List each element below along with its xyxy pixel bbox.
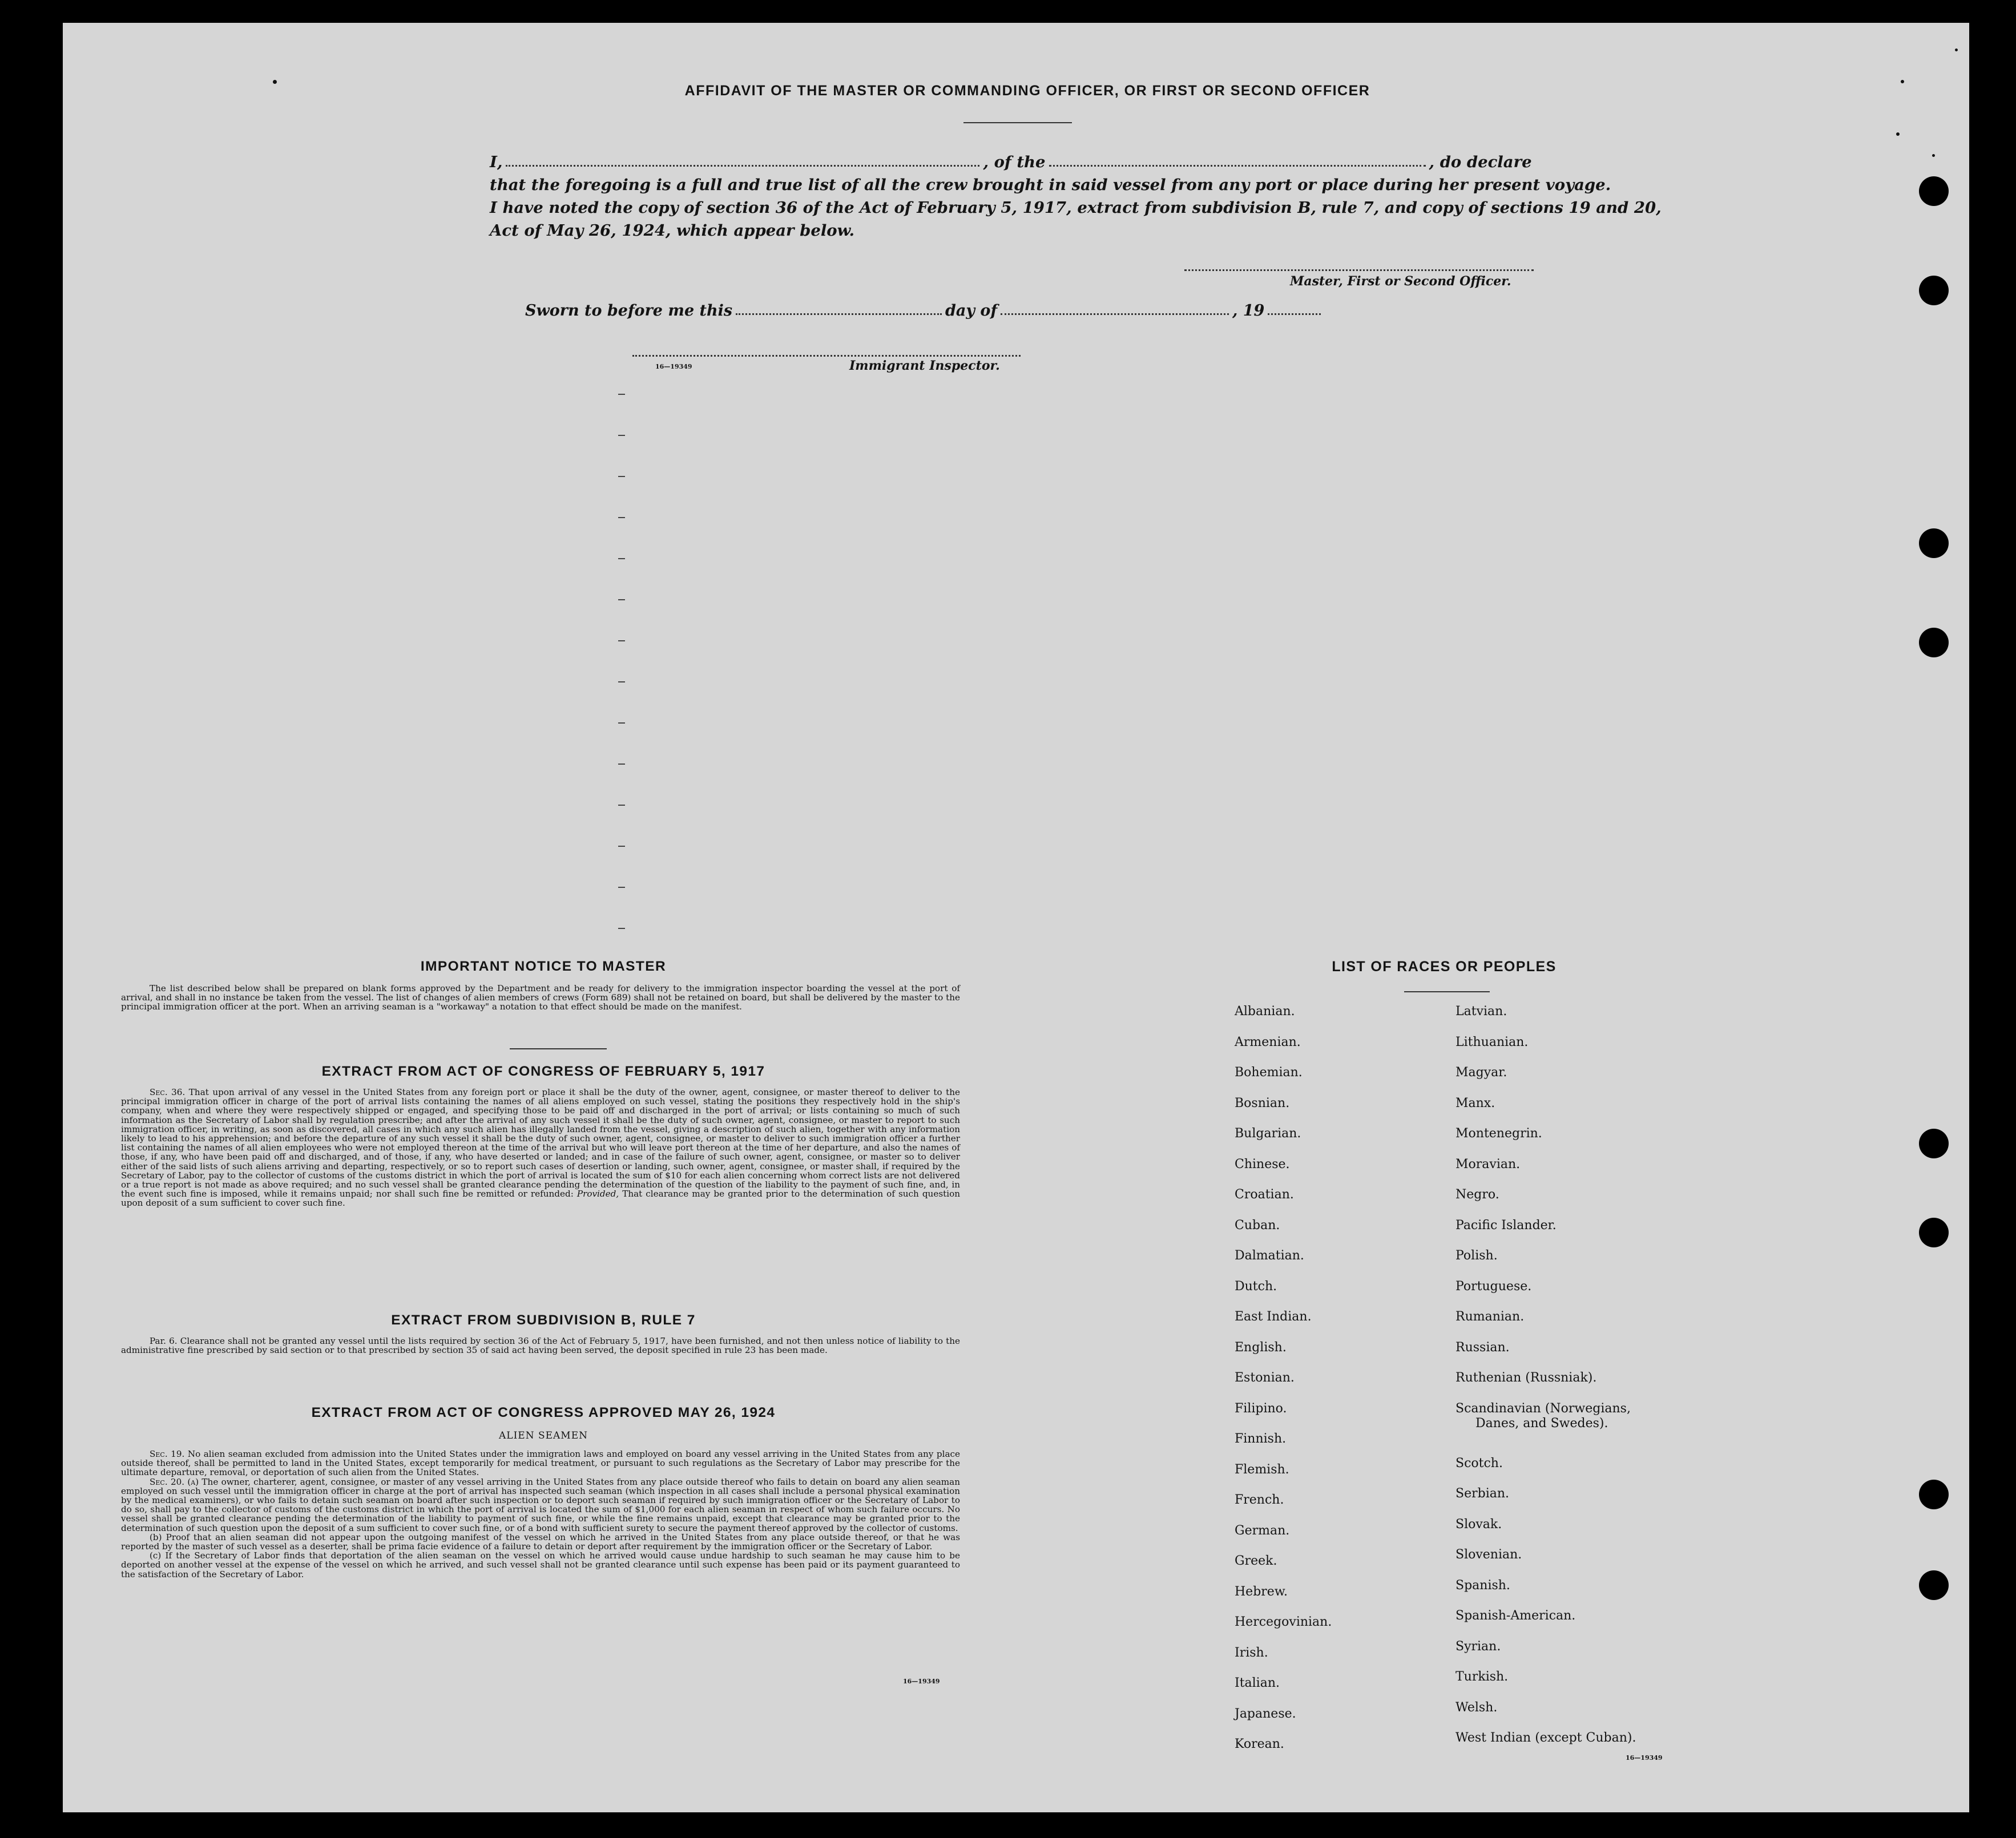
race-item: Italian.	[1235, 1676, 1280, 1690]
section-body: That upon arrival of any vessel in the United States from any foreign port or place it shall be the duty of the owner, agent, consignee, or master thereof to deliver to the principal immigration officer in charge of the port of arrival lists containing the names of all aliens employed on such vessel, stating the positions they respectively hold in the ship's company, when and where they were respectively shipped or engaged, and specifying those to be paid off and discharged in the port of arrival; or lists containing so much of such information as the Secretary of Labor shall by regulation prescribe; and after the arrival of any such vessel it shall be the duty of such owner, agent, consignee, or master to report to such immigration officer, in writing, as soon as discovered, all cases in which any such alien has illegally landed from the vessel, giving a description of such alien, together with any information likely to lead to his apprehension; and before the departure of any such vessel it shall be the duty of such owner, agent, consignee, or master to deliver to such immigration officer a further list containing the names of all alien employees who were not employed thereon at the time of the arrival but who will leave port thereon at the time of her departure, and also the names of those, if any, who have been paid off and discharged, and of those, if any, who have deserted or landed; and in case of the failure of such owner, agent, consignee, or master so to deliver either of the said lists of such aliens arriving and departing, respectively, or so to report such cases of desertion or landing, such owner, agent, consignee, or master shall, if required by the Secretary of Labor, pay to the collector of customs of the customs district in which the port of arrival is located the sum of $10 for each alien concerning whom correct lists are not delivered or a true report is not made as above required; and no such vessel shall be granted clearance pending the determination of the question of the liability to the payment of such fine, and, in the event such fine is imposed, while it remains unpaid; nor shall such fine be remitted or refunded:	[121, 1087, 960, 1199]
race-item: Filipino.	[1235, 1401, 1287, 1416]
section-divider	[510, 1048, 607, 1049]
race-item: Korean.	[1235, 1737, 1284, 1751]
race-item: Spanish-American.	[1455, 1609, 1576, 1623]
scan-speck	[1901, 80, 1904, 83]
title-divider	[963, 122, 1072, 123]
margin-tick	[618, 928, 625, 929]
race-item: Slovak.	[1455, 1517, 1502, 1532]
races-title: LIST OF RACES OR PEOPLES	[1332, 959, 1557, 975]
binder-hole	[1919, 176, 1949, 206]
master-signature-line[interactable]	[1184, 269, 1534, 271]
binder-hole	[1919, 1218, 1949, 1247]
race-item: Moravian.	[1455, 1157, 1521, 1172]
sec20b-body: (b) Proof that an alien seaman did not appear upon the outgoing manifest of the vessel on which he arrived in the United States from any place outside thereof, or that he was reported by the master of such vessel as a deserter, shall be prima facie evidence of a failure to detain or deport after requirement by the immigration officer or the Secretary of Labor.	[121, 1532, 960, 1552]
alien-seamen-subtitle: ALIEN SEAMEN	[499, 1430, 588, 1441]
race-item: German.	[1235, 1523, 1290, 1538]
race-item: Syrian.	[1455, 1639, 1501, 1654]
races-column-1	[1235, 1004, 1332, 1768]
declaration-text: I have noted the copy of section 36 of the Act of February 5, 1917, extract from subdivision B, rule 7, and copy of sections 19 and 20,	[490, 199, 1662, 217]
sworn-row	[525, 297, 1324, 320]
race-item: Russian.	[1455, 1340, 1510, 1355]
sec20c-body: (c) If the Secretary of Labor finds that deportation of the alien seaman on the vessel on which he arrived would cause undue hardship to such seaman he may cause him to be deported on another vessel at the expense of the vessel on which he arrived, and such vessel shall not be granted clearance until such expense has been paid or its payment guaranteed to the satisfaction of the Secretary of Labor.	[121, 1550, 960, 1580]
race-item: Irish.	[1235, 1645, 1268, 1660]
race-item: Slovenian.	[1455, 1548, 1522, 1562]
declaration-line-2	[490, 171, 1611, 194]
race-item: Rumanian.	[1455, 1310, 1525, 1324]
declaration-line-3	[490, 194, 1662, 217]
race-item: French.	[1235, 1493, 1284, 1507]
margin-tick	[618, 394, 625, 395]
margin-tick	[618, 805, 625, 806]
margin-tick	[618, 599, 625, 600]
provided-label: Provided,	[576, 1189, 619, 1199]
race-item: Negro.	[1455, 1187, 1499, 1202]
master-signature-label: Master, First or Second Officer.	[1290, 274, 1511, 289]
sworn-prefix: Sworn to before me this	[525, 302, 733, 320]
inspector-label: Immigrant Inspector.	[849, 358, 1000, 373]
sworn-year: , 19	[1232, 302, 1265, 320]
race-item: English.	[1235, 1340, 1287, 1355]
race-item: Serbian.	[1455, 1486, 1510, 1501]
race-item: Turkish.	[1455, 1670, 1509, 1684]
extract-1917-text	[121, 1088, 960, 1208]
race-item: Montenegrin.	[1455, 1126, 1542, 1141]
scan-speck	[273, 80, 277, 84]
race-item: Hercegovinian.	[1235, 1615, 1332, 1629]
extract-1924-title: EXTRACT FROM ACT OF CONGRESS APPROVED MAY 26, 1924	[311, 1405, 776, 1420]
binder-hole	[1919, 1480, 1949, 1509]
binder-hole	[1919, 528, 1949, 558]
margin-tick	[618, 517, 625, 518]
race-item: Japanese.	[1235, 1706, 1296, 1721]
notice-title: IMPORTANT NOTICE TO MASTER	[420, 959, 667, 974]
margin-tick	[618, 846, 625, 847]
declaration-line-1	[490, 148, 1557, 171]
race-item: Bosnian.	[1235, 1096, 1290, 1110]
race-item: Spanish.	[1455, 1578, 1510, 1593]
section-label: Sec. 20. (a)	[150, 1476, 199, 1487]
extract-1924-text	[121, 1449, 960, 1579]
margin-tick	[618, 476, 625, 477]
race-item: Dutch.	[1235, 1279, 1277, 1294]
race-item: Magyar.	[1455, 1065, 1507, 1080]
race-item: Armenian.	[1235, 1035, 1301, 1049]
binder-hole	[1919, 1570, 1949, 1600]
sworn-day-of: day of	[945, 302, 998, 320]
binder-hole	[1919, 276, 1949, 305]
declaration-of-the: , of the	[983, 153, 1046, 171]
declaration-text: that the foregoing is a full and true list of all the crew brought in said vessel from any port or place during her present voyage.	[490, 176, 1611, 194]
race-item: Cuban.	[1235, 1218, 1280, 1233]
section-body-end: That clearance may be granted prior to the determination of such question upon deposit of a sum sufficient to cover such fine.	[121, 1189, 960, 1209]
race-item: Scotch.	[1455, 1456, 1503, 1471]
margin-tick	[618, 640, 625, 641]
race-item: Polish.	[1455, 1249, 1498, 1263]
margin-tick	[618, 681, 625, 682]
race-item	[1455, 1401, 1636, 1456]
scan-speck	[1932, 154, 1935, 157]
notice-text	[121, 984, 960, 1012]
declaration-text: Act of May 26, 1924, which appear below.	[490, 221, 855, 240]
declaration-line-4	[490, 217, 1557, 240]
margin-tick	[618, 435, 625, 436]
race-item: Ruthenian (Russniak).	[1455, 1371, 1597, 1385]
binder-hole	[1919, 1129, 1949, 1158]
sworn-day-blank[interactable]	[736, 313, 942, 315]
race-item: Welsh.	[1455, 1700, 1498, 1715]
affidavit-title: AFFIDAVIT OF THE MASTER OR COMMANDING OFFICER, OR FIRST OR SECOND OFFICER	[684, 83, 1370, 99]
race-item: Lithuanian.	[1455, 1035, 1529, 1049]
scan-speck	[1955, 49, 1958, 51]
race-item: Hebrew.	[1235, 1584, 1288, 1599]
declaration-declare: , do declare	[1429, 153, 1532, 171]
race-item: Latvian.	[1455, 1004, 1507, 1019]
margin-tick	[618, 887, 625, 888]
form-number: 16—19349	[903, 1678, 940, 1685]
margin-tick	[618, 764, 625, 765]
race-item: Flemish.	[1235, 1462, 1289, 1477]
race-item: Pacific Islander.	[1455, 1218, 1557, 1233]
race-item: Croatian.	[1235, 1187, 1294, 1202]
sworn-month-blank[interactable]	[1001, 313, 1229, 315]
extract-1917-title: EXTRACT FROM ACT OF CONGRESS OF FEBRUARY 5, 1917	[321, 1064, 765, 1079]
race-item-line: Danes, and Swedes).	[1475, 1416, 1608, 1431]
rule7-text	[121, 1336, 960, 1355]
race-item: Albanian.	[1235, 1004, 1295, 1019]
section-label: Sec. 36.	[150, 1087, 186, 1097]
form-number: 16—19349	[655, 363, 692, 370]
scan-speck	[1896, 132, 1900, 136]
race-item: Bohemian.	[1235, 1065, 1303, 1080]
form-number: 16—19349	[1626, 1754, 1663, 1762]
race-item: Manx.	[1455, 1096, 1495, 1110]
race-item: East Indian.	[1235, 1310, 1312, 1324]
vessel-blank[interactable]	[1049, 165, 1426, 167]
sworn-year-blank[interactable]	[1268, 313, 1321, 315]
margin-tick	[618, 558, 625, 559]
race-item: Portuguese.	[1455, 1279, 1532, 1294]
margin-tick	[618, 722, 625, 724]
races-divider	[1404, 991, 1490, 992]
binder-hole	[1919, 628, 1949, 657]
sec19-body: No alien seaman excluded from admission into the United States under the immigration laws and employed on board any vessel arriving in the United States from any place outside thereof, shall be permitted to land in the United States, except temporarily for medical treatment, or pursuant to such regulations as the Secretary of Labor may prescribe for the ultimate departure, removal, or deportation of such alien from the United States.	[121, 1449, 960, 1478]
declaration-i: I,	[490, 153, 503, 171]
races-column-2	[1455, 1004, 1636, 1762]
race-item: Chinese.	[1235, 1157, 1290, 1172]
race-item-line: Scandinavian (Norwegians,	[1455, 1401, 1631, 1416]
rule7-paragraph: Par. 6. Clearance shall not be granted any vessel until the lists required by section 36 of the Act of February 5, 1917, have been furnished, and not then unless notice of liability to the administrative fine prescribed by said section or to that prescribed by section 35 of said act having been served, the deposit specified in rule 23 has been made.	[121, 1336, 960, 1356]
race-item: Greek.	[1235, 1554, 1277, 1568]
name-blank[interactable]	[506, 165, 979, 167]
race-item: West Indian (except Cuban).	[1455, 1731, 1636, 1745]
sec20a-body: The owner, charterer, agent, consignee, or master of any vessel arriving in the United States from any place outside thereof who fails to detain on board any alien seaman employed on such vessel until the immigration officer in charge at the port of arrival has inspected such seaman (which inspection in all cases shall include a personal physical examination by the medical examiners), or who fails to detain such seaman on board after such inspection or to deport such seaman if required by such immigration officer or the Secretary of Labor to do so, shall pay to the collector of customs of the customs district in which the port of arrival is located the sum of $1,000 for each alien seaman in respect of whom such failure occurs. No vessel shall be granted clearance pending the determination of the liability to payment of such fine, or while the fine remains unpaid, except that clearance may be granted prior to the determination of such question upon the deposit of a sum sufficient to cover such fine, or of a bond with sufficient surety to secure the payment thereof approved by the collector of customs.	[121, 1476, 960, 1533]
notice-paragraph: The list described below shall be prepared on blank forms approved by the Department and be ready for delivery to the immigration inspector boarding the vessel at the port of arrival, and shall in no instance be taken from the vessel. The list of changes of alien members of crews (Form 689) shall not be retained on board, but shall be delivered by the master to the principal immigration officer at the port. When an arriving seaman is a "workaway" a notation to that effect should be made on the manifest.	[121, 983, 960, 1012]
inspector-signature-line[interactable]	[632, 355, 1021, 357]
section-label: Sec. 19.	[150, 1449, 185, 1459]
race-item: Estonian.	[1235, 1371, 1295, 1385]
rule7-title: EXTRACT FROM SUBDIVISION B, RULE 7	[391, 1312, 696, 1328]
race-item: Bulgarian.	[1235, 1126, 1301, 1141]
race-item: Dalmatian.	[1235, 1249, 1304, 1263]
race-item: Finnish.	[1235, 1432, 1287, 1446]
